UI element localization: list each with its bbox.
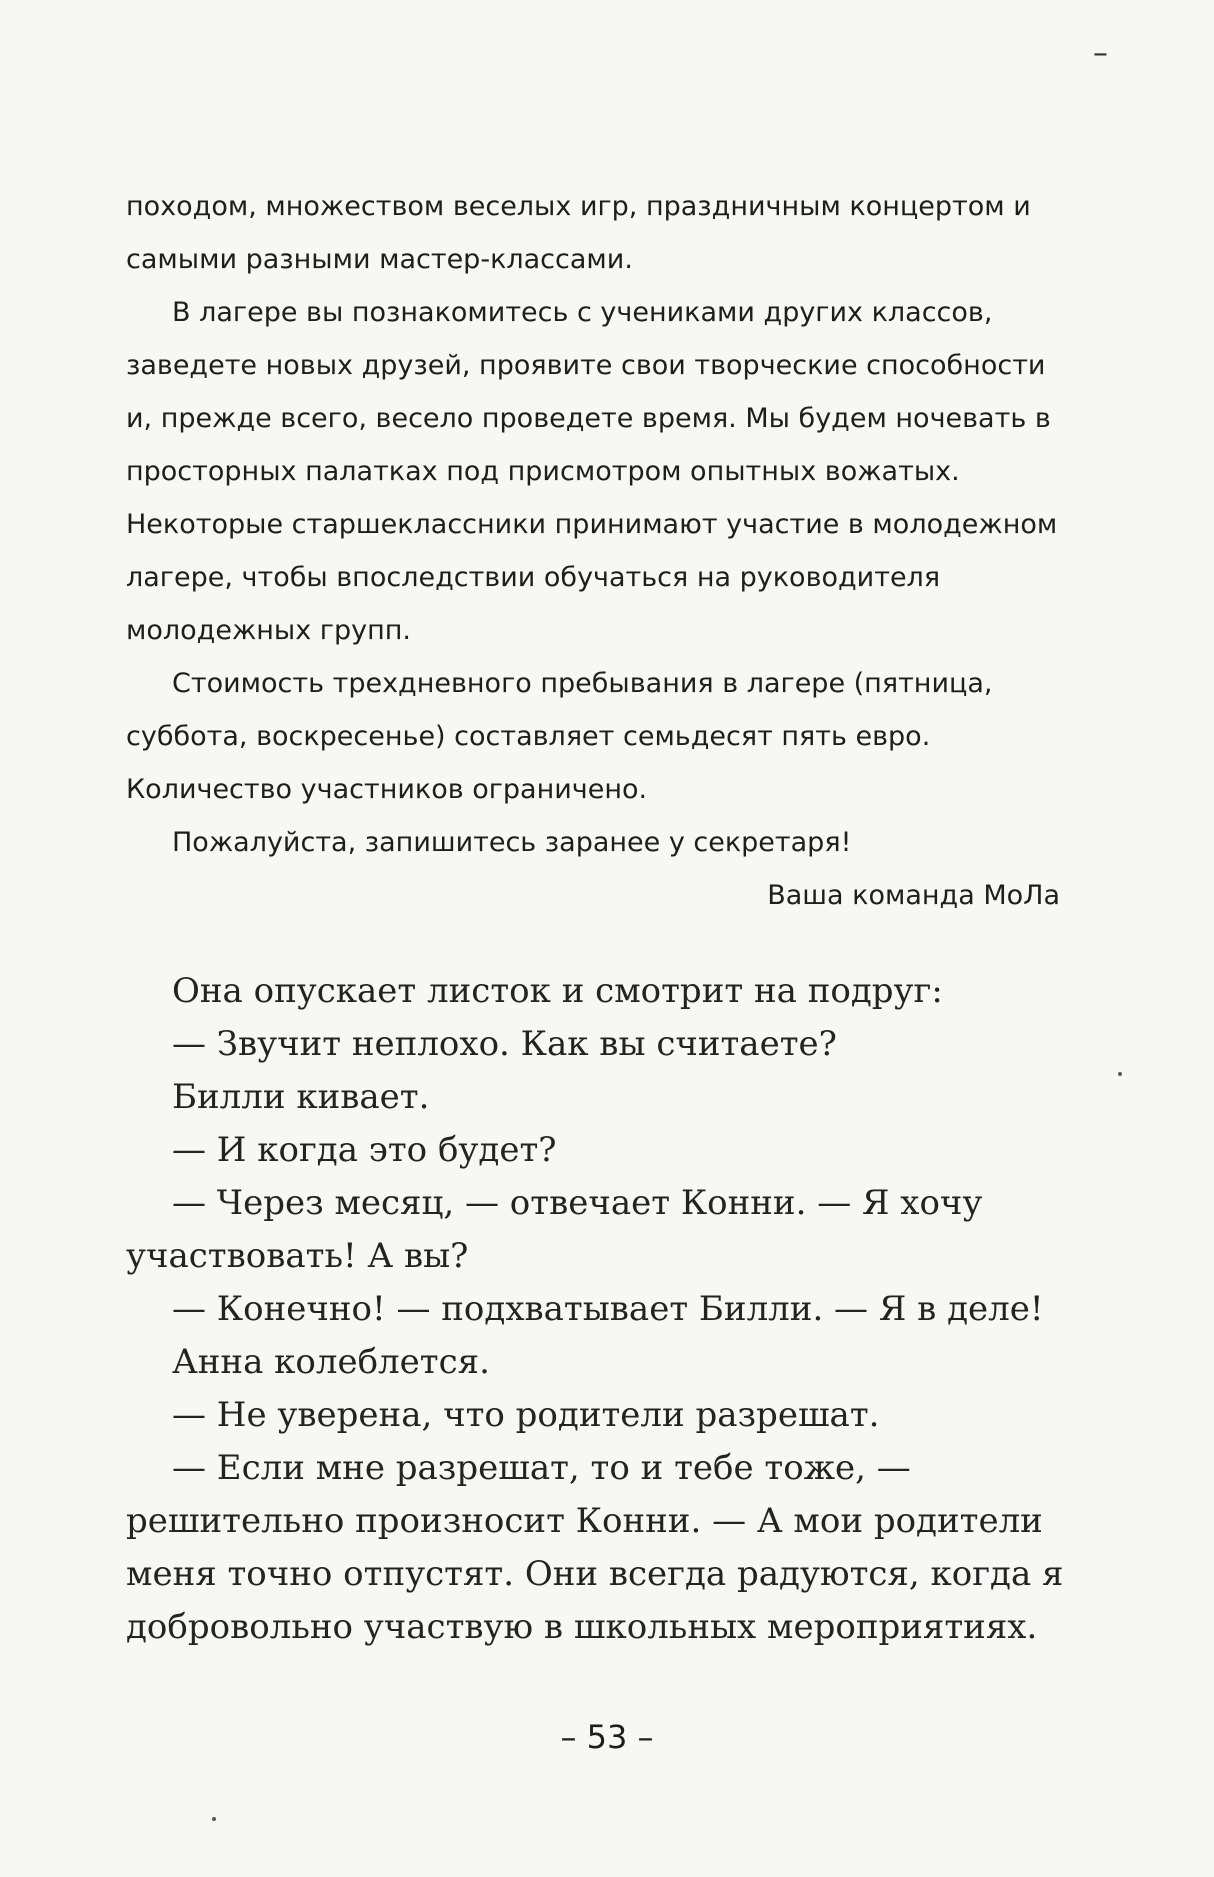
letter-paragraph: Стоимость трехдневного пребывания в лагере (пятница, суббота, воскресенье) составляет семьдесят пять евро. Количество участников ограничено.	[126, 668, 993, 805]
story-paragraph: — Не уверена, что родители разрешат.	[172, 1395, 880, 1435]
story-paragraph: — Через месяц, — отвечает Конни. — Я хочу участвовать! А вы?	[126, 1183, 983, 1276]
story-paragraph: — И когда это будет?	[172, 1130, 557, 1170]
story-paragraph: — Если мне разрешат, то и тебе тоже, — решительно произносит Конни. — А мои родители меня точно отпустят. Они всегда радуются, когда я добровольно участвую в школьных мероприятиях.	[126, 1448, 1064, 1647]
story-paragraph: — Конечно! — подхватывает Билли. — Я в деле!	[172, 1289, 1044, 1329]
letter-paragraph: походом, множеством веселых игр, праздничным концертом и самыми разными мастер-классами.	[126, 191, 1031, 275]
story-text	[126, 965, 1066, 1654]
story-paragraph: — Звучит неплохо. Как вы считаете?	[172, 1024, 837, 1064]
print-speck	[1118, 1072, 1122, 1076]
letter-paragraph: Пожалуйста, запишитесь заранее у секретаря!	[172, 827, 852, 858]
page-corner-mark: –	[1093, 36, 1108, 71]
page-number: – 53 –	[560, 1718, 654, 1756]
print-speck	[212, 1817, 216, 1821]
camp-letter	[126, 180, 1066, 922]
story-paragraph: Она опускает листок и смотрит на подруг:	[172, 971, 943, 1011]
story-paragraph: Анна колеблется.	[172, 1342, 490, 1382]
letter-signature: Ваша команда МоЛа	[767, 880, 1060, 911]
story-paragraph: Билли кивает.	[172, 1077, 430, 1117]
letter-paragraph: В лагере вы познакомитесь с учениками других классов, заведете новых друзей, проявите свои творческие способности и, прежде всего, весело проведете время. Мы будем ночевать в просторных палатках под присмотром опытных вожатых. Некоторые старшеклассники принимают участие в молодежном лагере, чтобы впоследствии обучаться на руководителя молодежных групп.	[126, 297, 1058, 646]
